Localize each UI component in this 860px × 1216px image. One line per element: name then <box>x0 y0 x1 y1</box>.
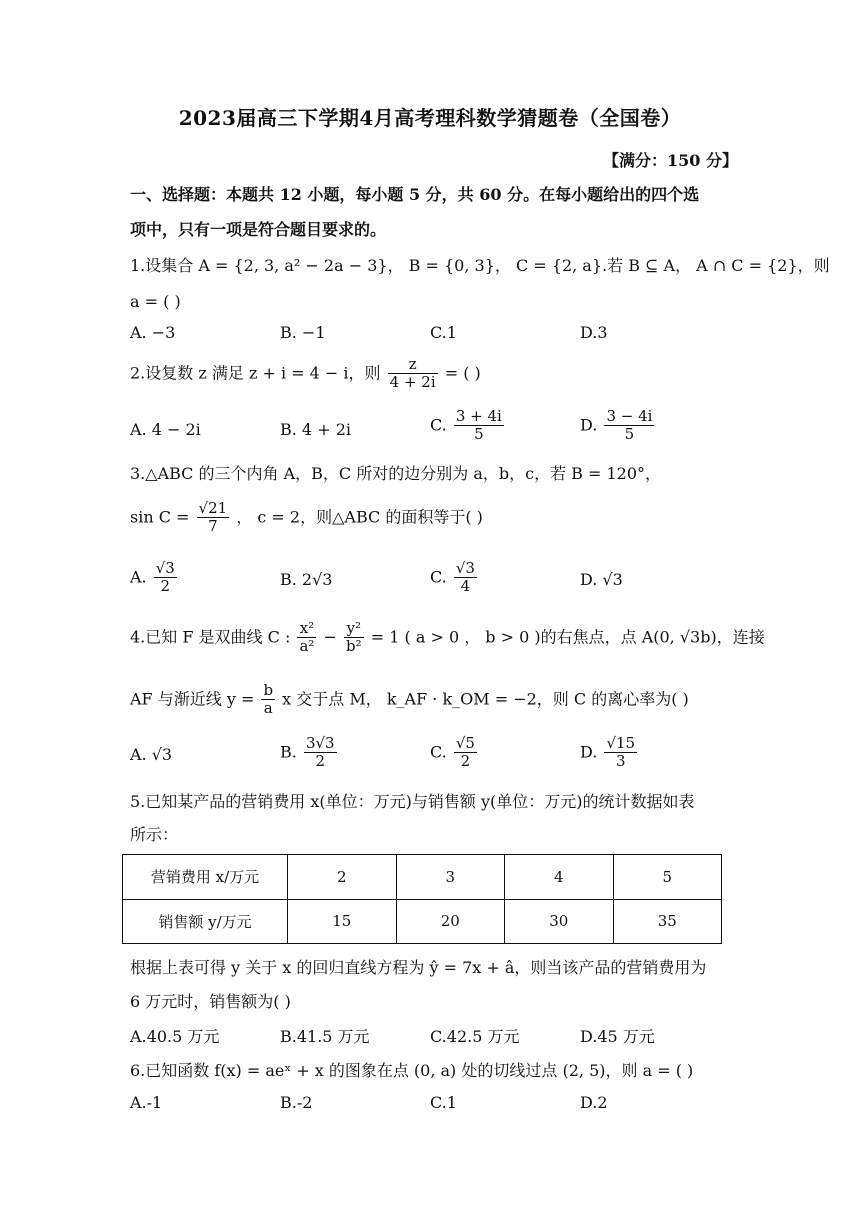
q3-option-d: D. √3 <box>580 570 623 589</box>
q1-option-b: B. −1 <box>280 323 326 342</box>
q4-y-numerator: y² <box>344 620 364 638</box>
q1-option-a: A. −3 <box>130 323 176 342</box>
q4-option-c-fraction <box>454 735 477 771</box>
q4-option-d-fraction <box>604 735 637 771</box>
q2-stem-text: 2.设复数 z 满足 z + i = 4 − i，则 <box>130 363 381 383</box>
q6-option-d: D.2 <box>580 1093 608 1112</box>
q4-option-d-label: D. <box>580 742 598 762</box>
table-cell: 4 <box>505 855 614 900</box>
q6-option-b: B.-2 <box>280 1093 313 1112</box>
q2-option-d-fraction <box>604 408 654 444</box>
q4-x-fraction <box>297 620 316 656</box>
table-header-cell: 销售额 y/万元 <box>123 899 288 944</box>
q3-stem-rest: ， c = 2，则△ABC 的面积等于( ) <box>236 507 483 527</box>
q1-option-d: D.3 <box>580 323 608 342</box>
q3-sin-fraction <box>197 500 230 536</box>
q4-option-d-denominator: 3 <box>615 752 626 771</box>
q3-sin-denominator: 7 <box>208 517 218 536</box>
q5-stem-line1: 5.已知某产品的营销费用 x(单位：万元)与销售额 y(单位：万元)的统计数据如表 <box>130 792 695 811</box>
q4-ba-numerator: b <box>263 681 274 699</box>
q4-option-b-fraction <box>304 735 337 771</box>
q6-stem: 6.已知函数 f(x) = aeˣ + x 的图象在点 (0, a) 处的切线过点 (2, 5)，则 a = ( ) <box>130 1061 694 1080</box>
q3-stem-line1: 3.△ABC 的三个内角 A，B，C 所对的边分别为 a，b，c，若 B = 120°， <box>130 464 662 483</box>
q2-option-c-fraction <box>454 408 504 444</box>
q3-option-a <box>130 560 179 596</box>
page-title: 2023届高三下学期4月高考理科数学猜题卷（全国卷） <box>178 106 682 130</box>
full-score-label: 【满分：150 分】 <box>603 151 738 170</box>
table-row <box>123 855 722 900</box>
q4-stem-part4: x 交于点 M， k_AF · k_OM = −2，则 C 的离心率为( ) <box>282 689 689 709</box>
q6-option-c: C.1 <box>430 1093 457 1112</box>
q2-option-c <box>430 408 506 444</box>
table-cell: 15 <box>288 899 397 944</box>
q3-option-c-numerator: √3 <box>455 559 475 577</box>
q4-option-b-label: B. <box>280 742 297 762</box>
q5-option-a: A.40.5 万元 <box>130 1027 220 1046</box>
q2-option-d <box>580 408 656 444</box>
q3-option-c-denominator: 4 <box>460 577 471 596</box>
q4-option-d-numerator: √15 <box>606 734 636 752</box>
q4-ba-fraction <box>261 682 275 718</box>
section-heading-line2: 项中，只有一项是符合题目要求的。 <box>130 220 387 239</box>
q4-option-b <box>280 735 339 771</box>
table-header-cell: 营销费用 x/万元 <box>123 855 288 900</box>
q4-option-c-label: C. <box>430 742 447 762</box>
q5-stem-line4: 6 万元时，销售额为( ) <box>130 992 291 1011</box>
q1-option-c: C.1 <box>430 323 457 342</box>
q5-option-b: B.41.5 万元 <box>280 1027 370 1046</box>
table-cell: 20 <box>396 899 505 944</box>
q3-option-c-label: C. <box>430 567 447 587</box>
q3-sin-numerator: √21 <box>198 499 228 517</box>
q4-option-c-numerator: √5 <box>455 734 475 752</box>
q2-option-c-denominator: 5 <box>474 425 484 444</box>
q4-stem-line2 <box>130 682 689 718</box>
q2-option-d-denominator: 5 <box>624 425 635 444</box>
q5-stem-line3: 根据上表可得 y 关于 x 的回归直线方程为 ŷ = 7x + â，则当该产品的营销费用为 <box>130 958 707 977</box>
q5-stem-line2: 所示： <box>130 825 179 844</box>
q3-sin-label: sin C = <box>130 507 190 527</box>
q4-y-denominator: b² <box>346 637 362 656</box>
q2-option-d-label: D. <box>580 415 598 435</box>
q4-stem-line1 <box>130 620 765 656</box>
table-cell: 35 <box>613 899 722 944</box>
q6-option-a: A.-1 <box>130 1093 163 1112</box>
q4-minus-sign: − <box>323 627 337 647</box>
table-cell: 5 <box>613 855 722 900</box>
q2-stem-tail: = ( ) <box>444 363 481 383</box>
q4-x-numerator: x² <box>297 620 316 638</box>
q4-option-b-numerator: 3√3 <box>305 734 335 752</box>
q2-option-d-numerator: 3 − 4i <box>606 407 653 425</box>
q3-option-a-numerator: √3 <box>155 559 175 577</box>
table-cell: 30 <box>505 899 614 944</box>
q4-ba-denominator: a <box>263 699 273 718</box>
q3-option-c <box>430 560 479 596</box>
table-row <box>123 899 722 944</box>
q2-option-a: A. 4 − 2i <box>130 420 201 439</box>
table-cell: 3 <box>396 855 505 900</box>
q2-option-c-numerator: 3 + 4i <box>455 407 502 425</box>
q3-option-a-fraction <box>154 560 177 596</box>
q2-fraction-numerator: z <box>388 356 438 374</box>
q3-option-a-denominator: 2 <box>160 577 171 596</box>
q4-stem-part2: = 1 ( a > 0 ， b > 0 )的右焦点，点 A(0, √3b)，连接 <box>370 627 765 647</box>
q4-y-fraction <box>344 620 364 656</box>
q4-stem-part3: AF 与渐近线 y = <box>130 689 255 709</box>
q5-option-c: C.42.5 万元 <box>430 1027 520 1046</box>
q3-stem-line2 <box>130 500 483 536</box>
q2-option-b: B. 4 + 2i <box>280 420 351 439</box>
q1-stem-line2: a = ( ) <box>130 292 181 311</box>
q4-x-denominator: a² <box>299 637 315 656</box>
q4-option-c <box>430 735 479 771</box>
q5-option-d: D.45 万元 <box>580 1027 655 1046</box>
q2-option-c-label: C. <box>430 415 447 435</box>
q4-option-d <box>580 735 639 771</box>
q3-option-b: B. 2√3 <box>280 570 333 589</box>
q4-option-b-denominator: 2 <box>315 752 326 771</box>
q4-stem-part1: 4.已知 F 是双曲线 C : <box>130 627 291 647</box>
table-cell: 2 <box>288 855 397 900</box>
q2-fraction <box>388 356 438 392</box>
q5-data-table <box>122 854 722 944</box>
q3-option-a-label: A. <box>130 567 147 587</box>
q1-stem-line1: 1.设集合 A = {2, 3, a² − 2a − 3}， B = {0, 3}， C = {2, a}.若 B ⊆ A， A ∩ C = {2}，则 <box>130 256 830 275</box>
q4-option-a: A. √3 <box>130 745 173 764</box>
q2-fraction-denominator: 4 + 2i <box>389 373 436 392</box>
q2-stem <box>130 356 481 392</box>
section-heading-line1: 一、选择题：本题共 12 小题，每小题 5 分，共 60 分。在每小题给出的四个选 <box>130 185 700 204</box>
q4-option-c-denominator: 2 <box>460 752 471 771</box>
q3-option-c-fraction <box>454 560 477 596</box>
